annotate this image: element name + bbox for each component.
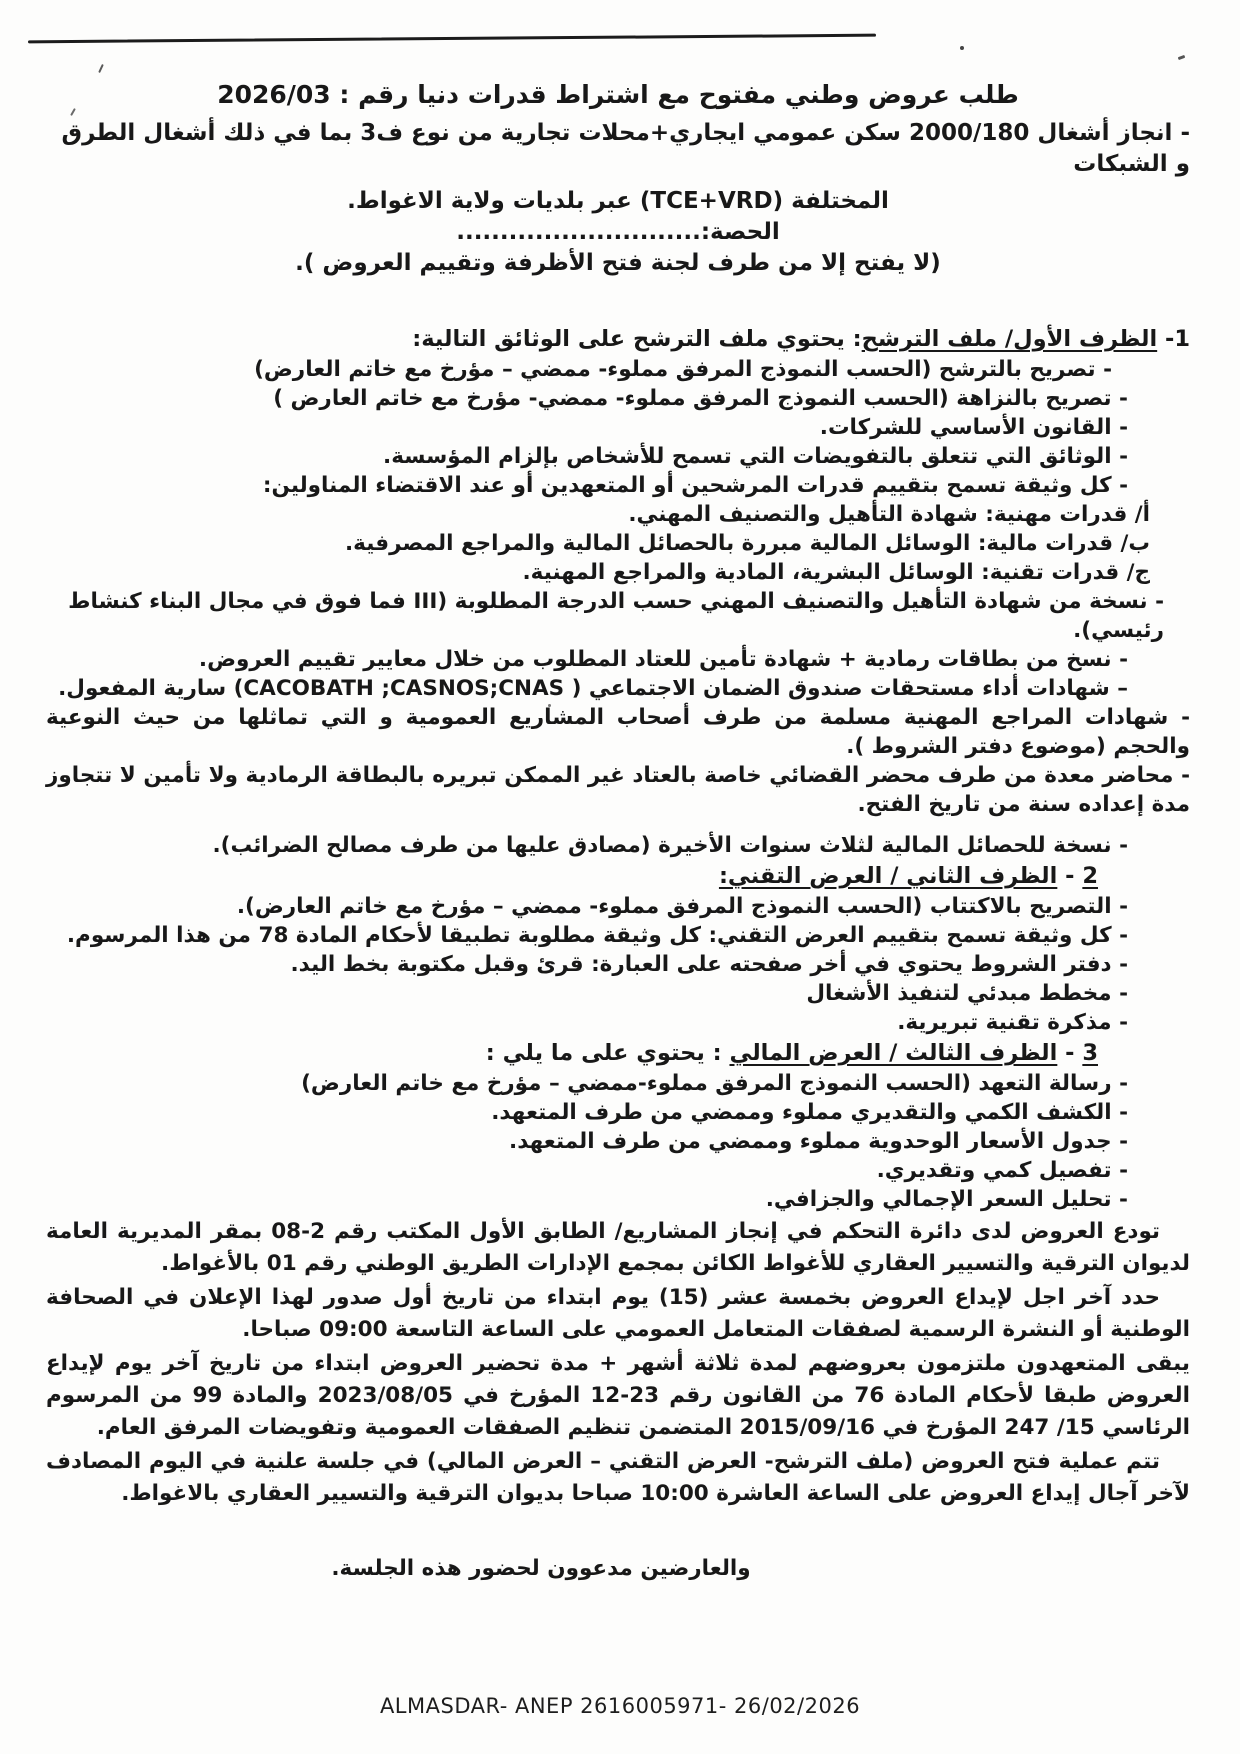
section-3-title: الظرف الثالث / العرض المالي <box>729 1040 1058 1066</box>
list-item: - رسالة التعهد (الحسب النموذج المرفق مملوء-ممضي – مؤرخ مع خاتم العارض) <box>301 1071 1128 1096</box>
tender-title: طلب عروض وطني مفتوح مع اشتراط قدرات دنيا رقم : 2026/03 <box>217 80 1019 109</box>
list-item: - شهادات المراجع المهنية مسلمة من طرف أصحاب المشاريع العمومية و التي تماثلها من حيث النوعية والحجم (موضوع دفتر الشروط ). <box>46 705 1190 759</box>
list-item: - القانون الأساسي للشركات. <box>819 415 1128 440</box>
section-1-title: الظرف الأول/ ملف الترشح <box>861 326 1158 352</box>
section-1-intro: : يحتوي ملف الترشح على الوثائق التالية: <box>412 326 862 352</box>
lot-line: الحصة:............................ <box>456 219 780 245</box>
list-item: - تصريح بالترشح (الحسب النموذج المرفق مملوء- ممضي – مؤرخ مع خاتم العارض) <box>254 357 1112 382</box>
validity-paragraph: يبقى المتعهدون ملتزمون بعروضهم لمدة ثلاثة أشهر + مدة تحضير العروض ابتداء من تاريخ آخر يوم لإيداع العروض طبقا لأحكام المادة 76 من القانون رقم 23-12 المؤرخ في 2023/08/05 والمادة 99 من المرسوم الرئاسي 15/ 247 المؤرخ في 2015/09/16 المتضمن تنظيم الصفقات العمومية وتفويضات المرفق العام. <box>46 1351 1190 1440</box>
deadline-paragraph: حدد آخر اجل لإيداع العروض بخمسة عشر (15) يوم ابتداء من تاريخ أول صدور لهذا الإعلان في الصحافة الوطنية أو النشرة الرسمية لصفقات المتعامل العمومي على الساعة التاسعة 09:00 صباحا. <box>46 1285 1190 1342</box>
list-item: ج/ قدرات تقنية: الوسائل البشرية، المادية والمراجع المهنية. <box>522 560 1150 585</box>
list-item: - تصريح بالنزاهة (الحسب النموذج المرفق مملوء- ممضي- مؤرخ مع خاتم العارض ) <box>273 386 1128 411</box>
envelope-note: (لا يفتح إلا من طرف لجنة فتح الأظرفة وتقييم العروض ). <box>295 250 941 276</box>
opening-paragraph: تتم عملية فتح العروض (ملف الترشح- العرض التقني – العرض المالي) في جلسة علنية في اليوم المصادف لآخر آجال إيداع العروض على الساعة العاشرة 10:00 صباحا بديوان الترقية والتسيير العقاري بالاغواط. <box>46 1449 1190 1506</box>
section-1-heading <box>46 323 1190 355</box>
section-2-separator: - <box>1057 863 1083 889</box>
list-item: - كل وثيقة تسمح بتقييم قدرات المرشحين أو المتعهدين أو عند الاقتضاء المناولين: <box>262 473 1128 498</box>
closing-line-wrap <box>46 1556 1190 1581</box>
list-item: - دفتر الشروط يحتوي في أخر صفحته على العبارة: قرئ وقبل مكتوبة بخط اليد. <box>290 952 1128 977</box>
closing-line: والعارضين مدعوون لحضور هذه الجلسة. <box>331 1556 751 1581</box>
list-item: - نسخة من شهادة التأهيل والتصنيف المهني حسب الدرجة المطلوبة (III فما فوق في مجال البناء كنشاط رئيسي). <box>68 589 1164 643</box>
project-description-line-2: المختلفة (TCE+VRD) عبر بلديات ولاية الاغواط. <box>347 188 889 214</box>
list-item: - جدول الأسعار الوحدوية مملوء وممضي من طرف المتعهد. <box>509 1129 1128 1154</box>
section-2-title: الظرف الثاني / العرض التقني: <box>718 863 1058 889</box>
list-item: – شهادات أداء مستحقات صندوق الضمان الاجتماعي ( CACOBATH ;CASNOS;CNAS) سارية المفعول. <box>58 676 1128 701</box>
section-3-separator: - <box>1057 1040 1083 1066</box>
document-body <box>46 0 1190 1581</box>
section-3-intro: : يحتوي على ما يلي : <box>485 1040 730 1066</box>
section-3-number: 3 <box>1082 1040 1098 1066</box>
list-item: - مخطط مبدئي لتنفيذ الأشغال <box>806 981 1128 1006</box>
section-3-heading <box>46 1037 1190 1069</box>
section-2-number: 2 <box>1082 863 1098 889</box>
anep-reference: ALMASDAR- ANEP 2616005971- 26/02/2026 <box>379 1694 861 1718</box>
list-item: - الوثائق التي تتعلق بالتفويضات التي تسمح للأشخاص بإلزام المؤسسة. <box>383 444 1128 469</box>
list-item: - تفصيل كمي وتقديري. <box>876 1158 1128 1183</box>
list-item: - كل وثيقة تسمح بتقييم العرض التقني: كل وثيقة مطلوبة تطبيقا لأحكام المادة 78 من هذا المرسوم. <box>66 923 1128 948</box>
list-item: - مذكرة تقنية تبريرية. <box>897 1010 1128 1035</box>
list-item: أ/ قدرات مهنية: شهادة التأهيل والتصنيف المهني. <box>628 502 1150 527</box>
list-item: ب/ قدرات مالية: الوسائل المالية مبررة بالحصائل المالية والمراجع المصرفية. <box>345 531 1150 556</box>
list-item: - نسخ من بطاقات رمادية + شهادة تأمين للعتاد المطلوب من خلال معايير تقييم العروض. <box>198 647 1128 672</box>
list-item: - نسخة للحصائل المالية لثلاث سنوات الأخيرة (مصادق عليها من طرف مصالح الضرائب). <box>212 833 1128 858</box>
list-item: - التصريح بالاكتتاب (الحسب النموذج المرفق مملوء- ممضي – مؤرخ مع خاتم العارض). <box>236 894 1128 919</box>
list-item: - تحليل السعر الإجمالي والجزافي. <box>765 1187 1128 1212</box>
deposit-paragraph: تودع العروض لدى دائرة التحكم في إنجاز المشاريع/ الطابق الأول المكتب رقم 2-08 بمقر المديرية العامة لديوان الترقية والتسيير العقاري للأغواط الكائن بمجمع الإدارات الطريق الوطني رقم 01 بالأغواط. <box>46 1219 1190 1276</box>
section-1-number: 1- <box>1157 326 1190 352</box>
project-description-line-1: - انجاز أشغال 2000/180 سكن عمومي ايجاري+محلات تجارية من نوع ف3 بما في ذلك أشغال الطرق و الشبكات <box>61 120 1190 177</box>
section-2-heading <box>46 860 1190 892</box>
list-item: - الكشف الكمي والتقديري مملوء وممضي من طرف المتعهد. <box>491 1100 1128 1125</box>
list-item: - محاضر معدة من طرف محضر القضائي خاصة بالعتاد غير الممكن تبريره بالبطاقة الرمادية ولا تأمين لا تتجاوز مدة إعداده سنة من تاريخ الفتح. <box>46 763 1190 817</box>
